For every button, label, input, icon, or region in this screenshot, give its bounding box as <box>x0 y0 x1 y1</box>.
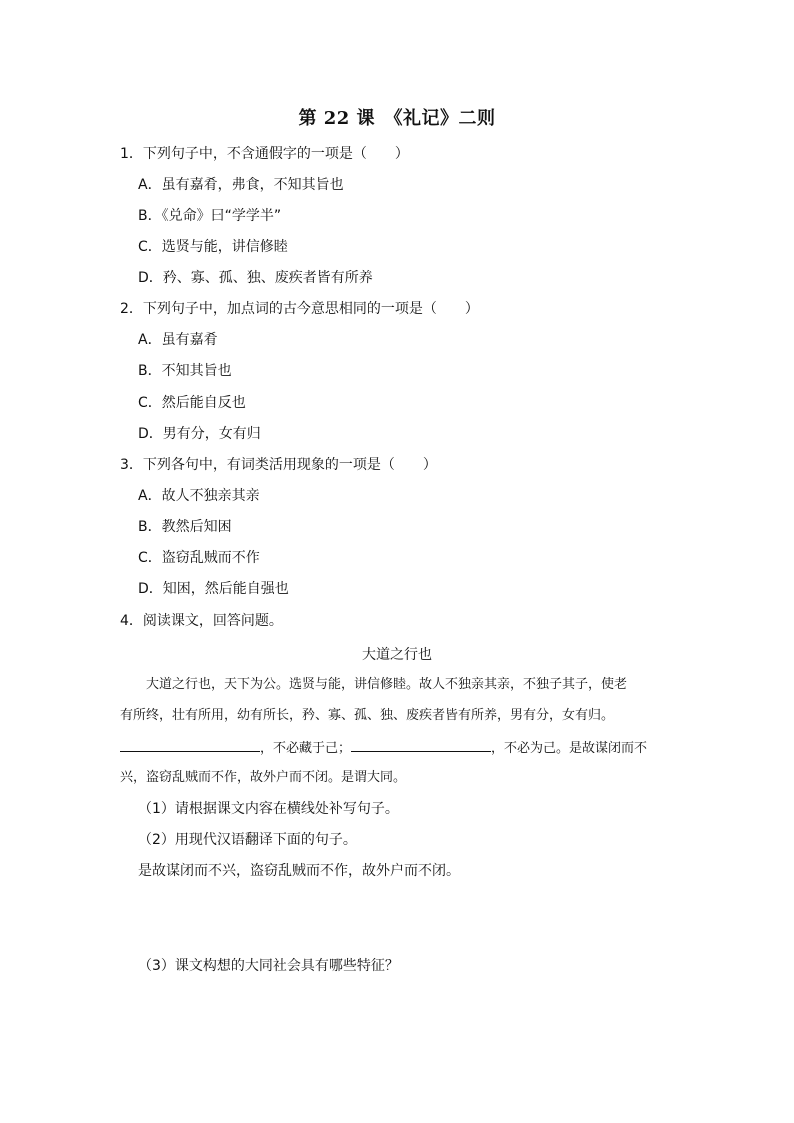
subquestion-3: （3）课文构想的大同社会具有哪些特征？ <box>138 958 399 974</box>
passage-line-3-middle: ，不必藏于己； <box>260 741 352 756</box>
question-2-stem: 2．下列句子中，加点词的古今意思相同的一项是（ ） <box>120 301 479 317</box>
subquestion-1: （1）请根据课文内容在横线处补写句子。 <box>138 801 399 817</box>
page-title: 第 22 课 《礼记》二则 <box>298 108 496 129</box>
fill-in-blank-2[interactable] <box>351 737 491 752</box>
question-3-option-b: B．教然后知困 <box>138 519 232 535</box>
fill-in-blank-1[interactable] <box>120 737 260 752</box>
question-1-option-c: C．选贤与能，讲信修睦 <box>138 239 288 255</box>
question-3-option-c: C．盗窃乱贼而不作 <box>138 550 260 566</box>
question-1-option-d: D．矜、寡、孤、独、废疾者皆有所养 <box>138 270 373 286</box>
passage-line-4: 兴，盗窃乱贼而不作，故外户而不闭。是谓大同。 <box>120 770 407 785</box>
question-2-option-d: D．男有分，女有归 <box>138 426 261 442</box>
question-1-option-b: B．《兑命》曰“学学半” <box>138 208 282 224</box>
question-1-stem: 1．下列句子中，不含通假字的一项是（ ） <box>120 146 409 162</box>
question-1-option-a: A．虽有嘉肴，弗食，不知其旨也 <box>138 177 344 193</box>
passage-line-3 <box>120 737 676 759</box>
question-3-stem: 3．下列各句中，有词类活用现象的一项是（ ） <box>120 457 437 473</box>
subquestion-2-sentence: 是故谋闭而不兴，盗窃乱贼而不作，故外户而不闭。 <box>138 863 460 879</box>
subquestion-2: （2）用现代汉语翻译下面的句子。 <box>138 832 357 848</box>
question-3-option-d: D．知困，然后能自强也 <box>138 581 289 597</box>
passage-line-2: 有所终，壮有所用，幼有所长，矜、寡、孤、独、废疾者皆有所养，男有分，女有归。 <box>120 708 615 723</box>
question-3-option-a: A．故人不独亲其亲 <box>138 488 260 504</box>
question-2-option-a: A．虽有嘉肴 <box>138 332 218 348</box>
question-2-option-c: C．然后能自反也 <box>138 395 246 411</box>
question-2-option-b: B．不知其旨也 <box>138 363 232 379</box>
passage-line-3-end: ，不必为己。是故谋闭而不 <box>491 741 648 756</box>
passage-line-1: 大道之行也，天下为公。选贤与能，讲信修睦。故人不独亲其亲，不独子其子，使老 <box>120 677 628 692</box>
passage-title: 大道之行也 <box>362 647 432 663</box>
question-4-stem: 4．阅读课文，回答问题。 <box>120 613 283 629</box>
